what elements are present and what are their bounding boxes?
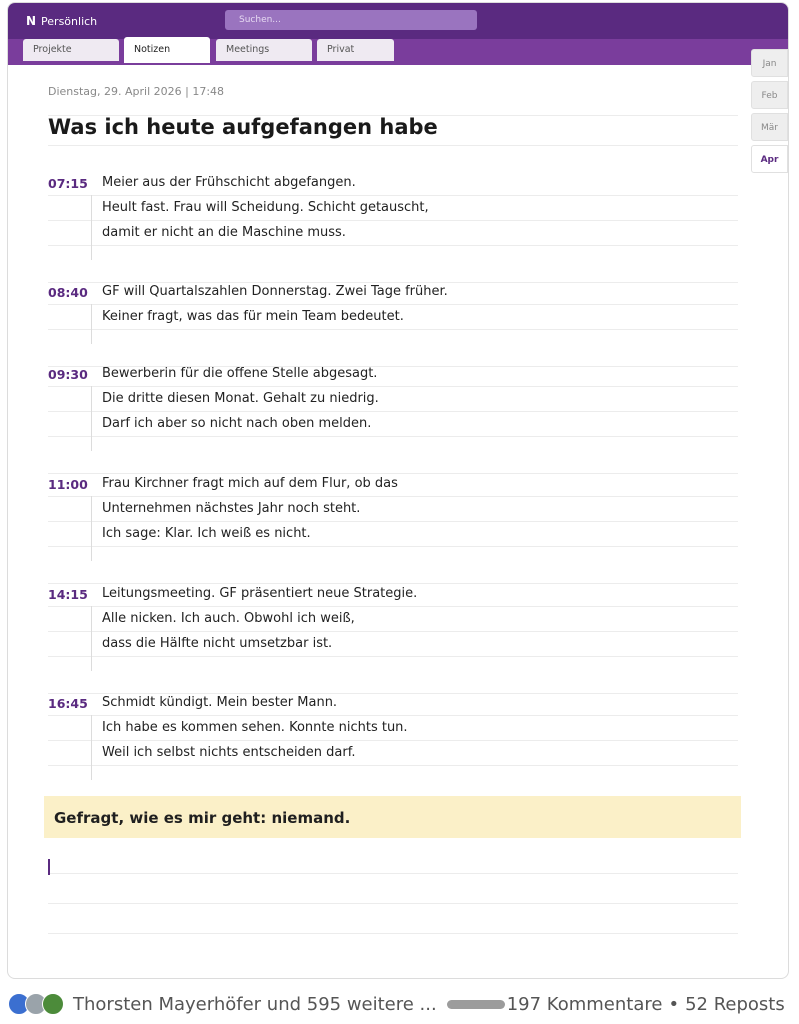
notebook-name: Persönlich: [41, 14, 98, 28]
entry-line: Ich sage: Klar. Ich weiß es nicht.: [102, 526, 311, 541]
ruled-line: [48, 715, 738, 716]
ruled-line: [48, 631, 738, 632]
page-title: Was ich heute aufgefangen habe: [48, 115, 438, 139]
title-bar: [8, 3, 788, 39]
entry-line: GF will Quartalszahlen Donnerstag. Zwei Tage früher.: [102, 284, 448, 299]
app-logo: N: [26, 14, 37, 28]
entry-line: Alle nicken. Ich auch. Obwohl ich weiß,: [102, 611, 355, 626]
entry-time: 07:15: [48, 176, 88, 191]
ruled-line: [48, 765, 738, 766]
entry-divider: [91, 386, 92, 451]
tab-meetings[interactable]: Meetings: [216, 39, 312, 61]
ruled-line: [48, 583, 738, 584]
entry-line: Frau Kirchner fragt mich auf dem Flur, ob das: [102, 476, 398, 491]
tab-projekte[interactable]: Projekte: [23, 39, 119, 61]
entry-line: Schmidt kündigt. Mein bester Mann.: [102, 695, 338, 710]
ruled-line: [48, 220, 738, 221]
ruled-line: [48, 473, 738, 474]
entry-divider: [91, 195, 92, 260]
entry-time: 09:30: [48, 367, 88, 382]
notes-app-window: [7, 2, 789, 979]
tab-notizen[interactable]: Notizen: [124, 37, 210, 63]
ruled-line: [48, 740, 738, 741]
blurred-text: [447, 1000, 505, 1009]
ruled-line: [48, 546, 738, 547]
ruled-line: [48, 693, 738, 694]
ruled-line: [48, 304, 738, 305]
reactions-text[interactable]: Thorsten Mayerhöfer und 595 weitere ...: [73, 993, 437, 1015]
ruled-line: [48, 145, 738, 146]
entry-time: 14:15: [48, 587, 88, 602]
entry-line: Leitungsmeeting. GF präsentiert neue Strategie.: [102, 586, 418, 601]
search-input[interactable]: Suchen...: [225, 10, 477, 30]
entry-line: Bewerberin für die offene Stelle abgesagt.: [102, 366, 378, 381]
ruled-line: [48, 606, 738, 607]
entry-line: Ich habe es kommen sehen. Konnte nichts tun.: [102, 720, 408, 735]
entry-line: Unternehmen nächstes Jahr noch steht.: [102, 501, 361, 516]
entry-line: dass die Hälfte nicht umsetzbar ist.: [102, 636, 333, 651]
month-tab-feb[interactable]: Feb: [751, 81, 788, 109]
ruled-line: [48, 195, 738, 196]
notebook-switcher[interactable]: [26, 14, 97, 28]
ruled-line: [48, 436, 738, 437]
entry-divider: [91, 715, 92, 780]
entry-line: Meier aus der Frühschicht abgefangen.: [102, 175, 356, 190]
entry-line: Die dritte diesen Monat. Gehalt zu niedrig.: [102, 391, 379, 406]
entry-divider: [91, 606, 92, 671]
entry-divider: [91, 304, 92, 344]
reposts-count[interactable]: 52 Reposts: [685, 993, 785, 1015]
ruled-line: [48, 245, 738, 246]
month-tab-jan[interactable]: Jan: [751, 49, 788, 77]
ruled-line: [48, 873, 738, 874]
month-tab-maer[interactable]: Mär: [751, 113, 788, 141]
entry-divider: [91, 496, 92, 561]
entry-time: 08:40: [48, 285, 88, 300]
social-footer: [8, 991, 798, 1017]
entry-line: Heult fast. Frau will Scheidung. Schicht getauscht,: [102, 200, 429, 215]
highlight-text: Gefragt, wie es mir geht: niemand.: [54, 809, 351, 827]
ruled-line: [48, 656, 738, 657]
comments-count[interactable]: 197 Kommentare: [506, 993, 663, 1015]
tab-privat[interactable]: Privat: [317, 39, 394, 61]
entry-line: Darf ich aber so nicht nach oben melden.: [102, 416, 372, 431]
reaction-icons[interactable]: [8, 993, 59, 1015]
separator: •: [668, 993, 680, 1015]
entry-line: Keiner fragt, was das für mein Team bedeutet.: [102, 309, 404, 324]
ruled-line: [48, 933, 738, 934]
entry-time: 16:45: [48, 696, 88, 711]
celebrate-icon: [42, 993, 64, 1015]
entry-line: Weil ich selbst nichts entscheiden darf.: [102, 745, 356, 760]
text-cursor: [48, 859, 50, 875]
page-datetime: Dienstag, 29. April 2026 | 17:48: [48, 85, 225, 98]
month-tab-apr[interactable]: Apr: [751, 145, 788, 173]
entry-line: damit er nicht an die Maschine muss.: [102, 225, 346, 240]
ruled-line: [48, 329, 738, 330]
ruled-line: [48, 386, 738, 387]
ruled-line: [48, 903, 738, 904]
entry-time: 11:00: [48, 477, 88, 492]
ruled-line: [48, 282, 738, 283]
ruled-line: [48, 496, 738, 497]
ruled-line: [48, 521, 738, 522]
ruled-line: [48, 411, 738, 412]
